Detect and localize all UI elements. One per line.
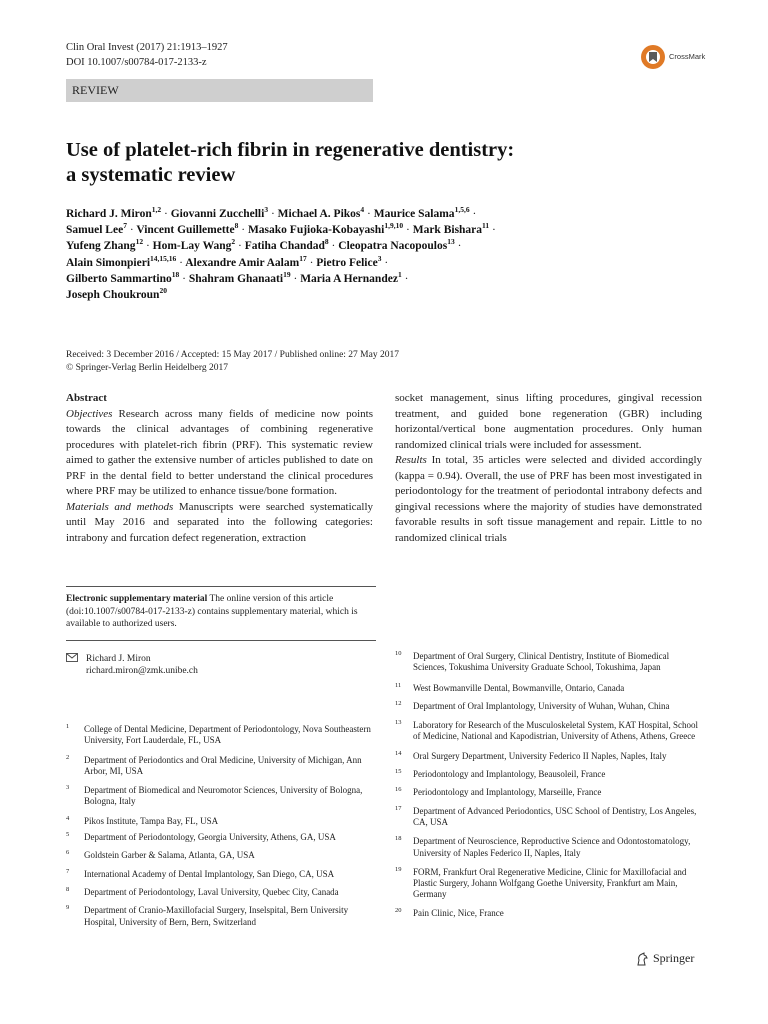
affiliation-number: 20 — [395, 906, 402, 914]
correspondence-name: Richard J. Miron — [86, 654, 151, 664]
crossmark-badge[interactable] — [640, 44, 730, 70]
affiliation-item — [66, 869, 374, 880]
doi-line[interactable]: DOI 10.1007/s00784-017-2133-z — [66, 57, 207, 68]
affiliation-item — [395, 720, 705, 743]
author-affiliation-ref: 3 — [264, 205, 269, 215]
affiliation-text: Department of Periodontology, Laval University, Quebec City, Canada — [84, 886, 339, 897]
affiliation-item — [66, 785, 374, 808]
divider-bottom — [66, 640, 376, 641]
affiliation-item — [395, 769, 705, 780]
article-title — [66, 138, 586, 188]
author-name: Cleopatra Nacopoulos — [338, 240, 448, 253]
affiliation-text: Periodontology and Implantology, Beausoleil, France — [413, 769, 606, 780]
author-name: Fatiha Chandad — [244, 240, 325, 253]
author-separator: · — [179, 256, 183, 269]
publication-dates — [66, 349, 566, 375]
author-affiliation-ref: 17 — [299, 253, 307, 263]
affiliation-text: Department of Periodontics and Oral Medicine, University of Michigan, Ann Arbor, MI, USA — [84, 754, 362, 776]
author-name: Alain Simonpieri — [66, 256, 151, 269]
affiliation-text: West Bowmanville Dental, Bowmanville, Ontario, Canada — [413, 682, 625, 693]
affiliation-number: 14 — [395, 749, 402, 757]
supplementary-note — [66, 593, 376, 631]
objectives-text: Research across many fields of medicine now points towards the clinical advantages of combining regenerative procedures with platelet-rich fibrin (PRF). This systematic review aimed to gather the extensive number of articles published to date on PRF in the dental field to better understand the clinical procedures where PRF may be utilized to enhance tissue/bone formation. — [66, 407, 373, 497]
methods-text: Manuscripts were searched systematically until May 2016 and separated into the following categories: intrabony and furcation defect regeneration, extraction — [66, 500, 374, 544]
affiliation-item — [395, 836, 705, 859]
affiliation-number: 3 — [66, 784, 70, 792]
author-name: Pietro Felice — [316, 256, 378, 269]
author-separator: · — [129, 224, 134, 237]
affiliation-text: Department of Oral Surgery, Clinical Dentistry, Institute of Biomedical Sciences, Tokushima University Graduate School, Tokushima, Japan — [413, 651, 670, 673]
affiliation-number: 5 — [66, 831, 70, 839]
author-affiliation-ref: 13 — [447, 237, 455, 247]
affiliation-text: Department of Cranio-Maxillofacial Surgery, Inselspital, Bern University Hospital, University of Bern, Bern, Switzerland — [84, 905, 349, 927]
affiliation-item — [395, 683, 705, 694]
affiliation-number: 15 — [395, 768, 402, 776]
author-name: Richard J. Miron — [66, 208, 152, 220]
author-name: Gilberto Sammartino — [66, 272, 172, 285]
supplementary-text: The online version of this article (doi:10.1007/s00784-017-2133-z) contains supplementary material, which is available to authorized users. — [66, 594, 358, 629]
author-name: Joseph Choukroun — [66, 289, 160, 302]
author-separator: · — [241, 224, 246, 237]
abstract-objectives — [66, 407, 373, 500]
section-label-bar — [66, 79, 373, 102]
publisher-logo — [636, 951, 694, 966]
correspondence-email[interactable]: richard.miron@zmk.unibe.ch — [86, 666, 198, 676]
author-affiliation-ref: 20 — [159, 286, 167, 296]
affiliation-item — [66, 850, 374, 861]
author-affiliation-ref: 1,9,10 — [384, 221, 404, 231]
affiliation-text: Pain Clinic, Nice, France — [413, 907, 504, 918]
affiliation-item — [395, 867, 705, 901]
affiliation-item — [66, 755, 374, 778]
abstract-methods — [66, 500, 373, 547]
title-line-1: Use of platelet-rich fibrin in regenerative dentistry: — [66, 139, 515, 161]
author-affiliation-ref: 2 — [231, 237, 236, 247]
author-name: Alexandre Amir Aalam — [185, 256, 300, 269]
author-separator: · — [163, 208, 168, 220]
author-separator: · — [293, 272, 298, 285]
affiliation-number: 17 — [395, 804, 402, 812]
author-separator: · — [331, 240, 336, 253]
affiliation-number: 7 — [66, 867, 70, 875]
affiliation-item — [395, 751, 705, 762]
author-separator: · — [384, 256, 389, 269]
author-separator: · — [404, 272, 409, 285]
author-affiliation-ref: 14,15,16 — [150, 253, 177, 263]
author-affiliation-ref: 7 — [123, 221, 127, 231]
affiliation-text: Laboratory for Research of the Musculoskeletal System, KAT Hospital, School of Medicine, National and Kapodistrian, University of Athens, Athens, Greece — [413, 720, 699, 742]
affiliations-right — [395, 651, 705, 925]
title-line-2: a systematic review — [66, 164, 236, 186]
abstract-results — [395, 453, 702, 546]
author-name: Michael A. Pikos — [277, 208, 361, 220]
affiliation-text: Department of Biomedical and Neuromotor Sciences, University of Bologna, Bologna, Italy — [84, 785, 363, 807]
affiliation-item — [66, 832, 374, 843]
author-name: Maria A Hernandez — [300, 272, 398, 285]
abstract-right-column — [395, 391, 702, 546]
author-separator: · — [367, 208, 371, 220]
affiliation-text: FORM, Frankfurt Oral Regenerative Medicine, Clinic for Maxillofacial and Plastic Surgery, Johann Wolfgang Goethe University, Frankfurt am Main, Germany — [413, 866, 687, 900]
author-affiliation-ref: 1,5,6 — [454, 205, 470, 215]
abstract-continuation: socket management, sinus lifting procedures, gingival recession treatment, and guided bone regeneration (GBR) including horizontal/vertical bone augmentation procedures. Only human randomized clinical trials were included for assessment. — [395, 392, 702, 451]
results-text: In total, 35 articles were selected and divided accordingly (kappa = 0.94). Overall, the use of PRF has been most investigated in periodontology for the treatment of periodontal intrabony defects and gingival recessions where the majority of studies have demonstrated favorable results in soft tissue management and repair. Little to no randomized clinical trials — [395, 454, 702, 544]
affiliation-number: 13 — [395, 719, 402, 727]
abstract-left-column — [66, 391, 373, 546]
affiliation-text: College of Dental Medicine, Department of Periodontology, Nova Southeastern University, Fort Lauderdale, FL, USA — [84, 724, 371, 746]
abstract-heading: Abstract — [66, 392, 107, 404]
affiliation-number: 2 — [66, 753, 70, 761]
methods-label: Materials and methods — [66, 500, 174, 513]
affiliation-text: Oral Surgery Department, University Federico II Naples, Naples, Italy — [413, 750, 667, 761]
author-separator: · — [270, 208, 275, 220]
affiliation-number: 18 — [395, 835, 402, 843]
affiliation-item — [66, 905, 374, 928]
affiliation-item — [395, 651, 705, 674]
affiliation-number: 9 — [66, 904, 70, 912]
correspondence-block — [66, 653, 376, 677]
author-name: Mark Bishara — [412, 224, 483, 237]
affiliation-number: 16 — [395, 786, 402, 794]
affiliation-item — [395, 806, 705, 829]
copyright-line: © Springer-Verlag Berlin Heidelberg 2017 — [66, 363, 228, 373]
affiliation-number: 6 — [66, 849, 70, 857]
affiliation-text: Department of Neuroscience, Reproductive Science and Odontostomatology, University of Naples Federico II, Naples, Italy — [413, 836, 691, 858]
author-name: Shahram Ghanaati — [188, 272, 284, 285]
author-separator: · — [406, 224, 410, 237]
affiliation-number: 19 — [395, 865, 402, 873]
author-affiliation-ref: 12 — [135, 237, 144, 247]
crossmark-label: CrossMark — [669, 52, 706, 61]
author-affiliation-ref: 8 — [234, 221, 239, 231]
author-name: Samuel Lee — [66, 224, 124, 237]
affiliation-text: Department of Advanced Periodontics, USC School of Dentistry, Los Angeles, CA, USA — [413, 805, 697, 827]
supplementary-label: Electronic supplementary material — [66, 594, 208, 604]
author-affiliation-ref: 8 — [324, 237, 329, 247]
affiliation-item — [395, 908, 705, 919]
section-label: REVIEW — [72, 83, 119, 97]
affiliation-item — [395, 701, 705, 712]
affiliation-item — [66, 887, 374, 898]
affiliation-text: International Academy of Dental Implantology, San Diego, CA, USA — [84, 868, 335, 879]
objectives-label: Objectives — [66, 407, 113, 420]
author-list — [66, 206, 536, 303]
affiliation-item — [395, 787, 705, 798]
affiliation-text: Department of Oral Implantology, University of Wuhan, Wuhan, China — [413, 700, 670, 711]
divider-top — [66, 586, 376, 587]
affiliation-number: 8 — [66, 885, 70, 893]
received-dates: Received: 3 December 2016 / Accepted: 15 May 2017 / Published online: 27 May 2017 — [66, 350, 399, 360]
affiliation-number: 12 — [395, 699, 402, 707]
publisher-name: Springer — [653, 951, 695, 965]
author-name: Yufeng Zhang — [66, 240, 136, 253]
affiliation-number: 11 — [395, 681, 402, 689]
author-separator: · — [457, 240, 462, 253]
author-separator: · — [237, 240, 242, 253]
affiliation-text: Periodontology and Implantology, Marseille, France — [413, 787, 602, 798]
author-separator: · — [492, 224, 496, 237]
affiliation-text: Goldstein Garber & Salama, Atlanta, GA, USA — [84, 850, 255, 861]
affiliation-number: 10 — [395, 650, 402, 657]
envelope-icon — [66, 653, 78, 662]
affiliation-number: 4 — [66, 814, 70, 822]
author-separator: · — [182, 272, 186, 285]
author-affiliation-ref: 19 — [283, 269, 291, 279]
springer-horse-icon — [636, 952, 649, 966]
journal-citation: Clin Oral Invest (2017) 21:1913–1927 — [66, 42, 228, 53]
author-affiliation-ref: 3 — [377, 253, 382, 263]
author-affiliation-ref: 1,2 — [151, 205, 162, 215]
affiliation-item — [66, 724, 374, 747]
author-separator: · — [145, 240, 150, 253]
affiliation-item — [66, 816, 374, 827]
affiliation-number: 1 — [66, 723, 70, 730]
results-label: Results — [395, 454, 427, 466]
affiliations-left — [66, 724, 374, 934]
crossmark-icon — [640, 44, 666, 70]
affiliation-text: Department of Periodontology, Georgia University, Athens, GA, USA — [84, 832, 336, 843]
author-name: Maurice Salama — [373, 208, 455, 220]
author-separator: · — [309, 256, 314, 269]
affiliation-text: Pikos Institute, Tampa Bay, FL, USA — [84, 815, 219, 826]
author-affiliation-ref: 1 — [397, 269, 402, 279]
author-name: Giovanni Zucchelli — [170, 208, 265, 220]
author-affiliation-ref: 4 — [360, 205, 365, 215]
author-name: Hom-Lay Wang — [152, 240, 232, 253]
author-name: Masako Fujioka-Kobayashi — [247, 224, 385, 237]
author-name: Vincent Guillemette — [136, 224, 235, 237]
author-affiliation-ref: 11 — [482, 221, 490, 231]
author-affiliation-ref: 18 — [171, 269, 180, 279]
author-separator: · — [472, 208, 477, 220]
